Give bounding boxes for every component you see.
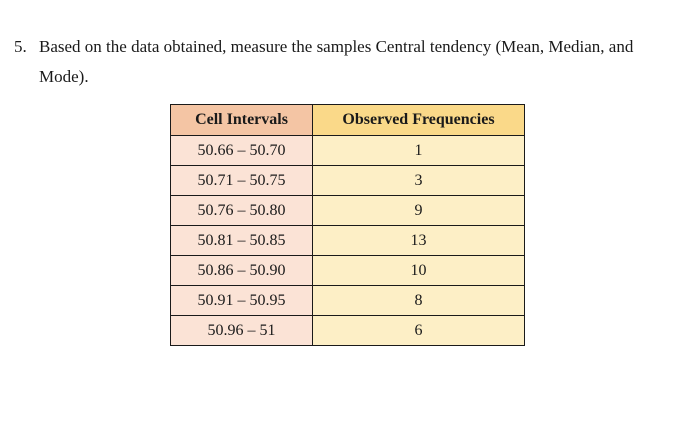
- table-row: [171, 316, 525, 346]
- frequency-cell: 1: [313, 136, 525, 166]
- interval-cell: 50.91 – 50.95: [171, 286, 313, 316]
- frequency-cell: 8: [313, 286, 525, 316]
- table-row: [171, 286, 525, 316]
- question-line-1: [14, 32, 684, 62]
- interval-cell: 50.66 – 50.70: [171, 136, 313, 166]
- question-line-2: Mode).: [39, 67, 89, 86]
- interval-cell: 50.81 – 50.85: [171, 226, 313, 256]
- table-row: [171, 256, 525, 286]
- interval-cell: 50.76 – 50.80: [171, 196, 313, 226]
- interval-cell: 50.96 – 51: [171, 316, 313, 346]
- table-row: [171, 136, 525, 166]
- question-text: [14, 32, 684, 92]
- frequency-cell: 3: [313, 166, 525, 196]
- frequency-cell: 10: [313, 256, 525, 286]
- question-number: 5.: [14, 37, 27, 56]
- frequency-cell: 9: [313, 196, 525, 226]
- header-cell-intervals: Cell Intervals: [171, 105, 313, 136]
- header-observed-frequencies: Observed Frequencies: [313, 105, 525, 136]
- interval-cell: 50.71 – 50.75: [171, 166, 313, 196]
- table-row: [171, 226, 525, 256]
- table-header-row: [171, 105, 525, 136]
- table-row: [171, 196, 525, 226]
- frequency-cell: 6: [313, 316, 525, 346]
- frequency-cell: 13: [313, 226, 525, 256]
- question-line-1-text: Based on the data obtained, measure the samples Central tendency (Mean, Median, and: [39, 37, 634, 56]
- interval-cell: 50.86 – 50.90: [171, 256, 313, 286]
- frequency-table: [170, 104, 525, 346]
- table-row: [171, 166, 525, 196]
